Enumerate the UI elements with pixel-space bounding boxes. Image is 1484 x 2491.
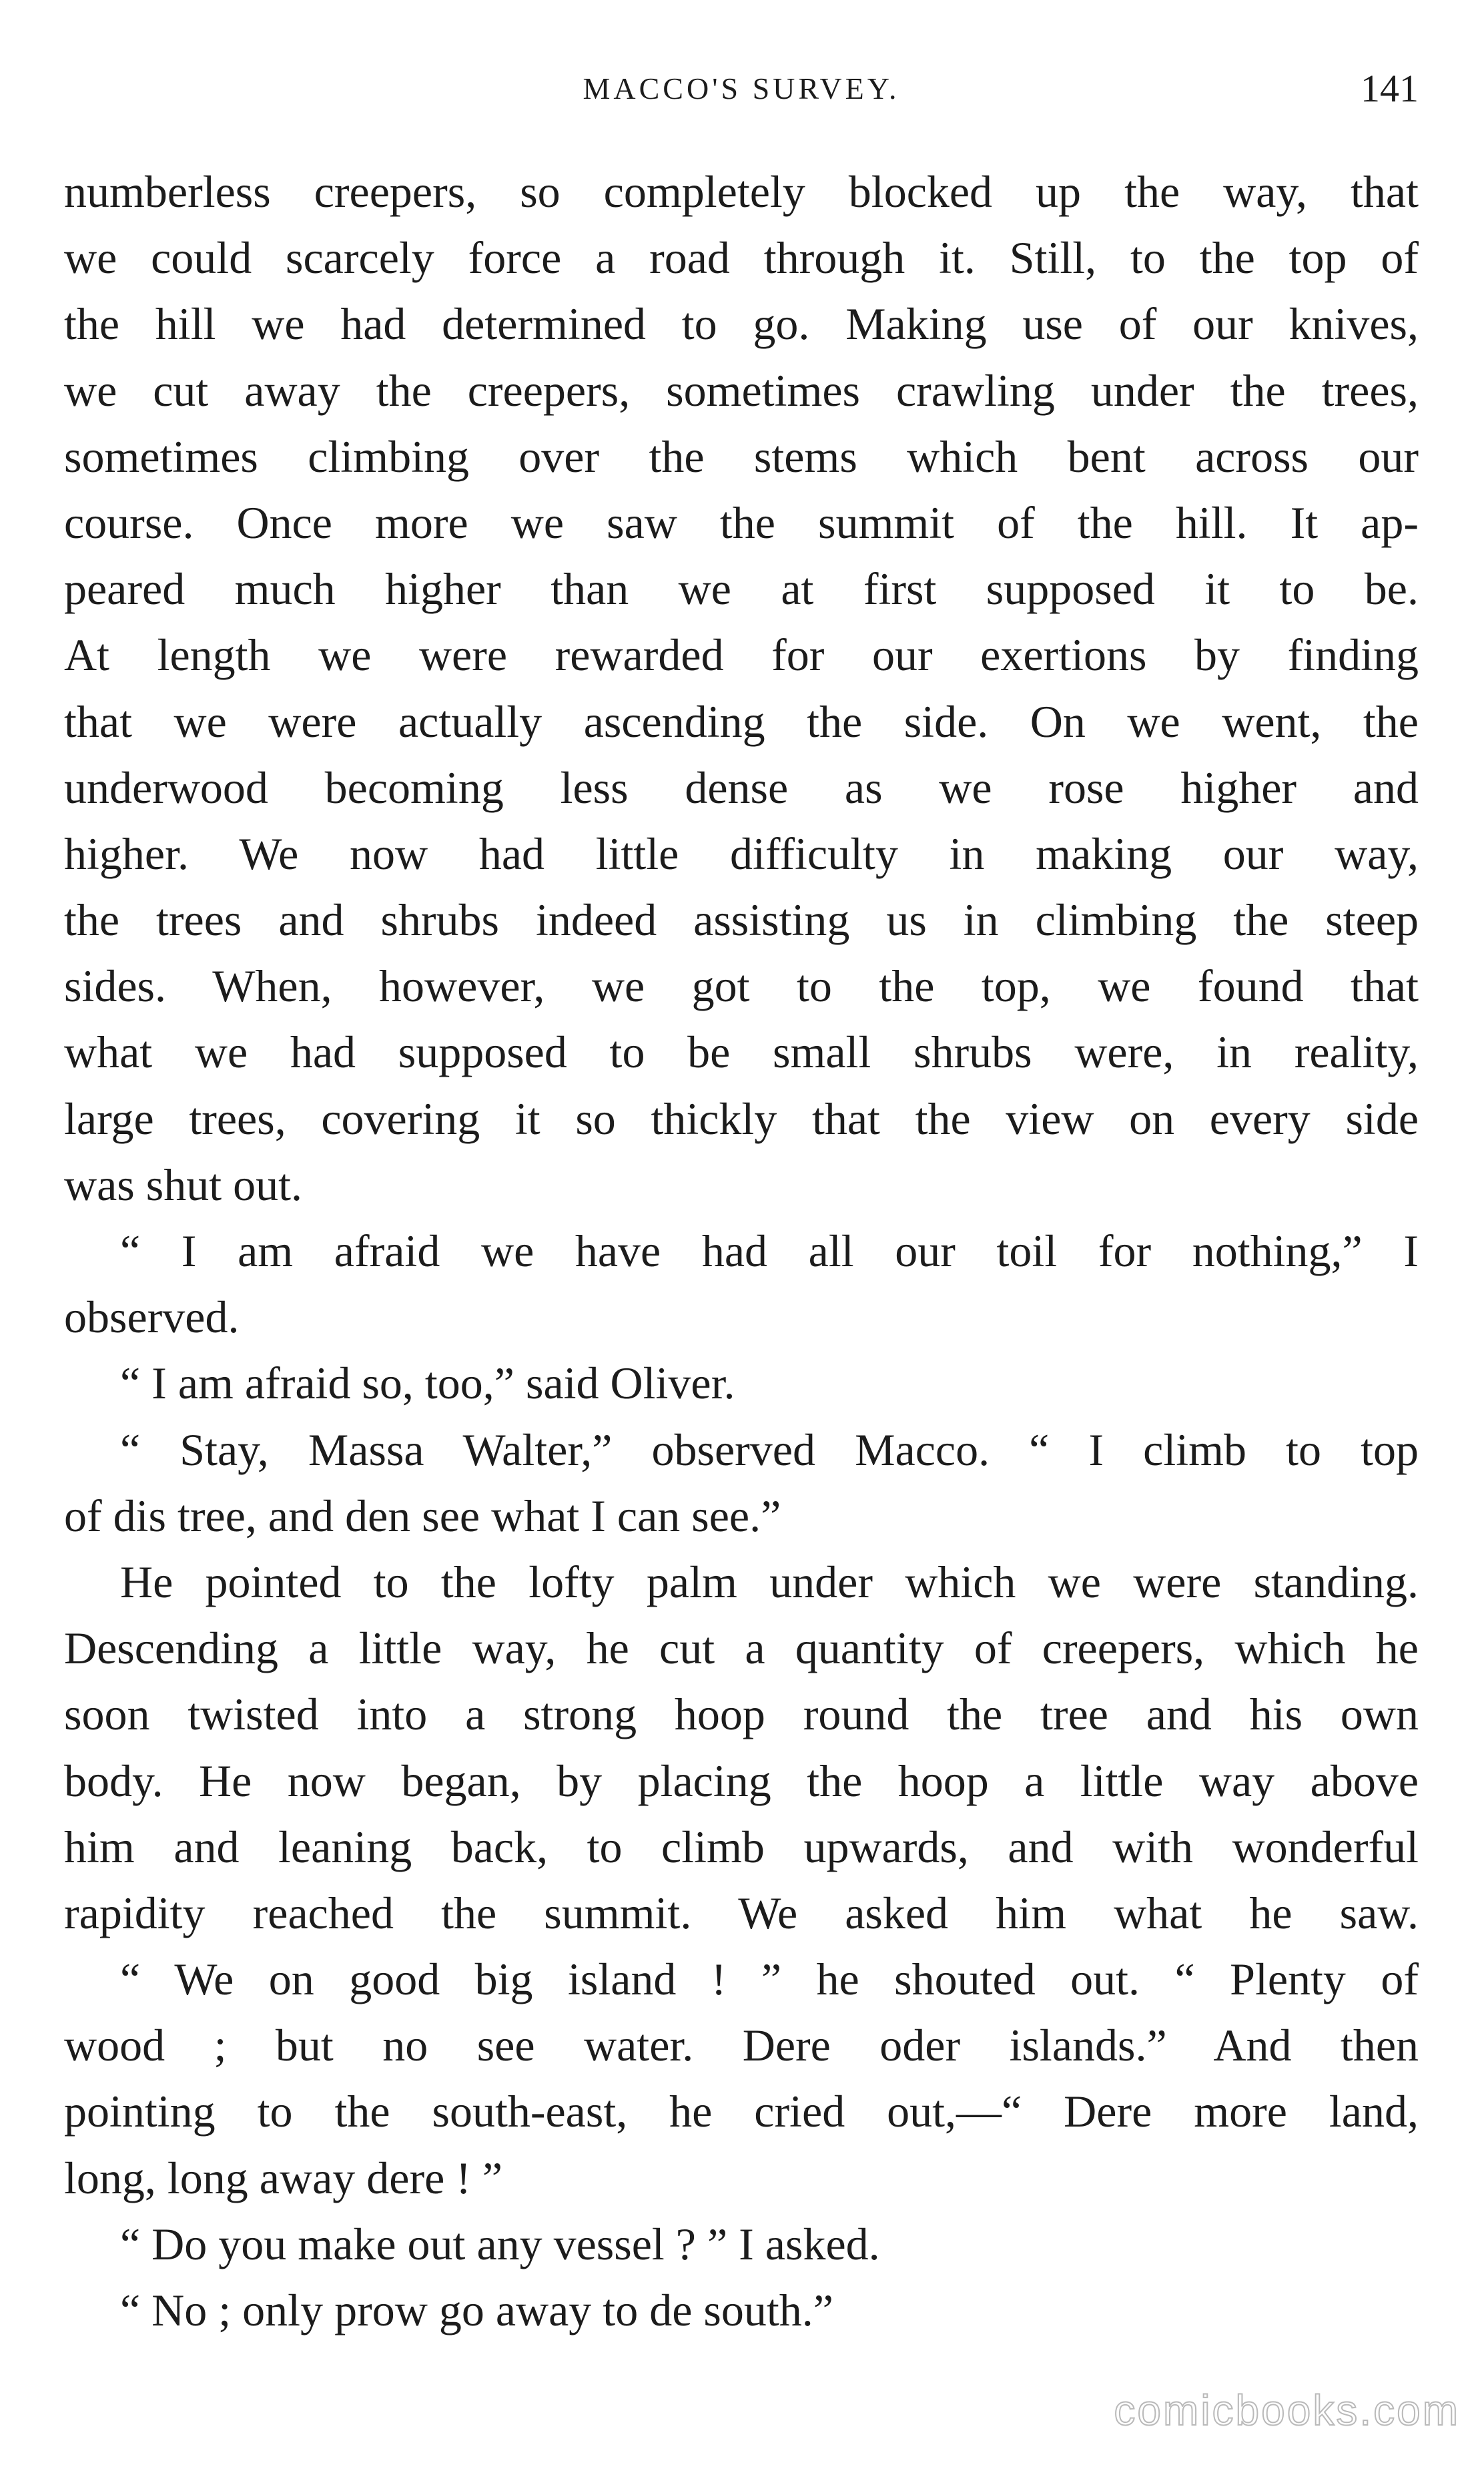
text-line: numberless creepers, so completely blocked up the way, that — [64, 166, 1419, 217]
text-line: higher. We now had little difficulty in making our way, — [64, 828, 1419, 879]
text-line: the hill we had determined to go. Making use of our knives, — [64, 298, 1419, 350]
text-line: “ I am afraid we have had all our toil for nothing,” I — [120, 1225, 1419, 1276]
text-line: was shut out. — [64, 1159, 302, 1210]
text-line: sides. When, however, we got to the top, we found that — [64, 960, 1419, 1012]
text-line: He pointed to the lofty palm under which we were standing. — [120, 1556, 1419, 1607]
text-line: At length we were rewarded for our exertions by finding — [64, 629, 1419, 681]
running-title: MACCO'S SURVEY. — [583, 71, 900, 105]
text-line: long, long away dere ! ” — [64, 2152, 503, 2203]
text-line: the trees and shrubs indeed assisting us in climbing the steep — [64, 894, 1419, 946]
text-line: rapidity reached the summit. We asked him what he saw. — [64, 1887, 1419, 1938]
text-line: pointing to the south-east, he cried out,—“ Dere more land, — [64, 2086, 1419, 2137]
text-line: we cut away the creepers, sometimes crawling under the trees, — [64, 364, 1419, 416]
text-line: “ Do you make out any vessel ? ” I asked. — [120, 2218, 880, 2269]
text-line: “ No ; only prow go away to de south.” — [120, 2285, 833, 2335]
text-line: observed. — [64, 1292, 240, 1343]
page-number: 141 — [1361, 67, 1419, 110]
text-line: him and leaning back, to climb upwards, and with wonderful — [64, 1821, 1419, 1872]
text-line: “ I am afraid so, too,” said Oliver. — [120, 1358, 735, 1409]
body-text — [64, 159, 1419, 2343]
text-line: of dis tree, and den see what I can see.” — [64, 1490, 781, 1541]
text-line: soon twisted into a strong hoop round the tree and his own — [64, 1689, 1419, 1740]
text-line: body. He now began, by placing the hoop a little way above — [64, 1755, 1419, 1806]
text-line: Descending a little way, he cut a quantity of creepers, which he — [64, 1623, 1419, 1674]
text-line: that we were actually ascending the side. On we went, the — [64, 696, 1419, 747]
text-line: large trees, covering it so thickly that the view on every side — [64, 1093, 1419, 1144]
text-line: we could scarcely force a road through it. Still, to the top of — [64, 232, 1419, 284]
watermark: comicbooks.com — [1114, 2386, 1460, 2434]
running-head — [64, 59, 1419, 119]
text-line: what we had supposed to be small shrubs were, in reality, — [64, 1027, 1419, 1078]
text-line: peared much higher than we at first supposed it to be. — [64, 563, 1419, 615]
text-line: sometimes climbing over the stems which bent across our — [64, 431, 1419, 482]
text-line: course. Once more we saw the summit of the hill. It ap- — [64, 497, 1419, 548]
text-line: “ Stay, Massa Walter,” observed Macco. “ I climb to top — [120, 1424, 1419, 1475]
text-line: wood ; but no see water. Dere oder islands.” And then — [64, 2020, 1419, 2071]
text-line: underwood becoming less dense as we rose higher and — [64, 762, 1419, 813]
text-line: “ We on good big island ! ” he shouted out. “ Plenty of — [120, 1954, 1419, 2005]
